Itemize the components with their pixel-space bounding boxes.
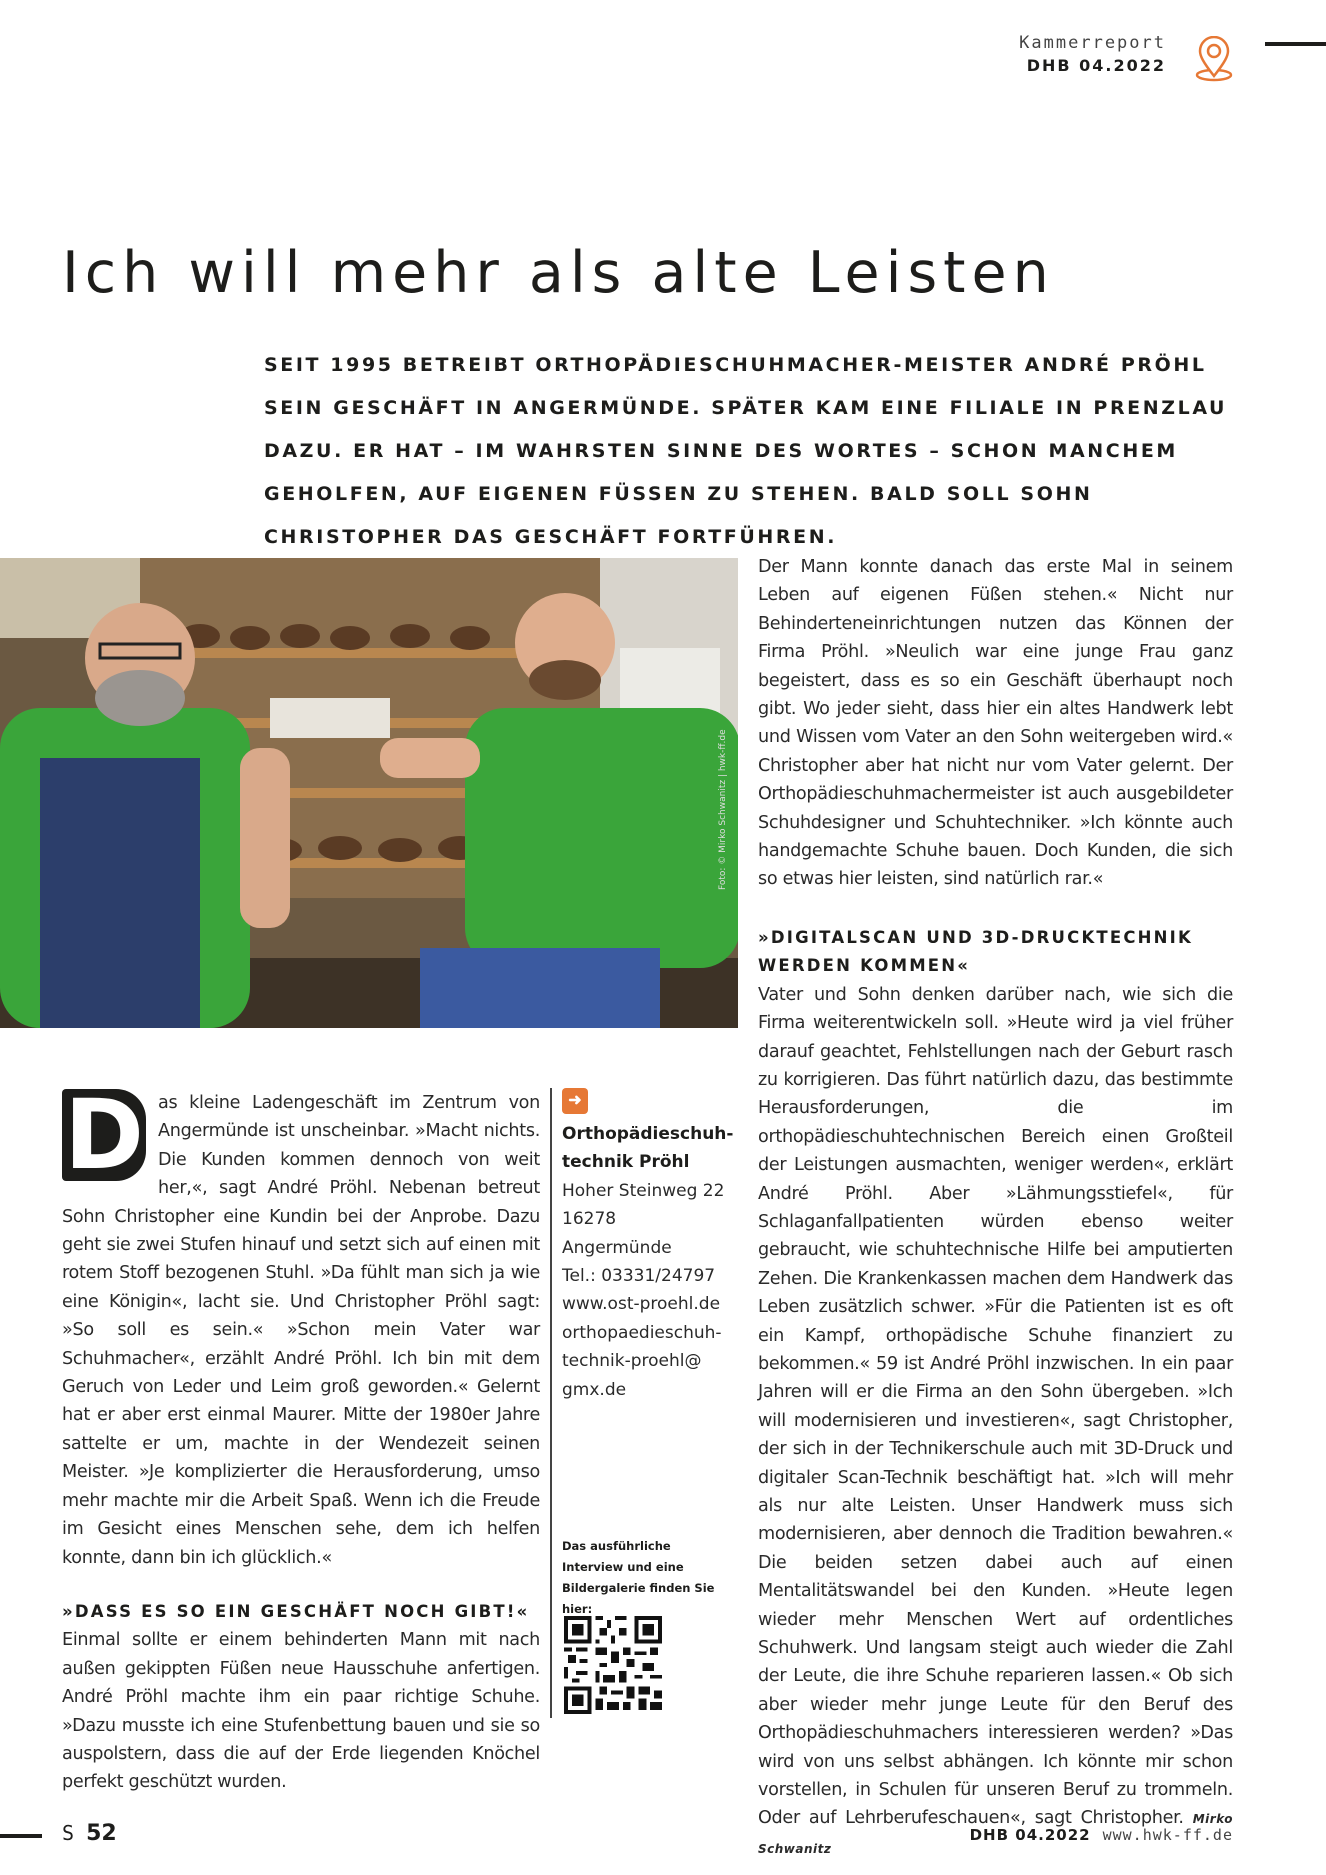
contact-sidebar	[550, 1088, 734, 1718]
page-number-value: 52	[86, 1821, 117, 1846]
paragraph	[62, 1079, 540, 1572]
issue-label: DHB 04.2022	[1026, 56, 1166, 75]
email-link[interactable]	[562, 1319, 725, 1404]
subheading: »DIGITALSCAN UND 3D-DRUCKTECHNIK WERDEN KOMMEN«	[758, 927, 1194, 976]
paragraph: Der Mann konnte danach das erste Mal in seinem Leben auf eigenen Füßen stehen.« Nicht nur Behinderteneinrichtungen nutzen das Können der Firma Pröhl. »Neulich war eine junge Frau ganz begeistert, dass es so ein Geschäft überhaupt noch gibt. Wo jeder sieht, dass hier ein altes Handwerk lebt und Wissen vom Vater an den Sohn weitergeben wird.« Christopher aber hat nicht nur vom Vater gelernt. Der Orthopädieschuhmachermeister ist auch ausgebildeter Schuhdesigner und Schuhtechniker. »Ich könnte auch handgemachte Schuhe bauen. Doch Kunden, die sich so etwas hier leisten, sind natürlich rar.«	[758, 557, 1233, 890]
qr-code[interactable]	[564, 1616, 662, 1714]
website-link[interactable]: www.ost-proehl.de	[562, 1294, 721, 1315]
subheading: »DASS ES SO EIN GESCHÄFT NOCH GIBT!«	[62, 1601, 530, 1621]
footer-info	[970, 1826, 1233, 1844]
photo-credit: Foto: © Mirko Schwanitz | hwk-ff.de	[718, 729, 728, 890]
article-photo	[0, 558, 738, 1028]
article-headline: Ich will mehr als alte Leisten	[62, 240, 1055, 306]
company-name	[562, 1120, 734, 1177]
arrow-right-icon: ➜	[562, 1088, 588, 1114]
header-rule	[1265, 42, 1326, 46]
article-column-2	[758, 553, 1233, 1863]
email-line: orthopaedieschuh-	[562, 1322, 722, 1343]
footer-rule	[0, 1834, 42, 1838]
page-header	[1019, 32, 1166, 78]
footer-url[interactable]: www.hwk-ff.de	[1102, 1826, 1233, 1844]
paragraph-text: as kleine Ladengeschäft im Zentrum von Angermünde ist unscheinbar. »Macht nichts. Die Kunden kommen dennoch von weit her,«, sagt André Pröhl. Nebenan betreut Sohn Christopher eine Kundin bei der Anprobe. Dazu geht sie zwei Stufen hinauf und setzt sich auf einen mit rotem Stoff bezogenen Stuhl. »Da fühlt man sich ja wie eine Königin«, lacht sie. Und Christopher Pröhl sagt: »So soll es sein.« »Schon mein Vater war Schuhmacher«, erzählt André Pröhl. Ich bin mit dem Geruch von Leder und Leim groß geworden.« Gelernt hat er aber erst einmal Maurer. Mitte der 1980er Jahre sattelte er um, machte in der Wendezeit seinen Meister. »Je komplizierter die Herausforderung, umso mehr machte mir die Arbeit Spaß. Wenn ich die Freude im Gesicht eines Menschen sehe, dem ich helfen konnte, dann bin ich glücklich.«	[62, 1093, 540, 1568]
section-label: Kammerreport	[1019, 33, 1166, 53]
paragraph: Einmal sollte er einem behinderten Mann mit nach außen gekippten Füßen neue Hausschuhe anfertigen. André Pröhl machte ihm ein paar richtige Schuhe. »Dazu musste ich eine Stufenbettung bauen und sie so auspolstern, dass die auf der Erde liegenden Knöchel perfekt geschützt wurden.	[62, 1630, 540, 1793]
page-prefix: S	[62, 1821, 75, 1845]
article-column-1	[62, 1079, 540, 1797]
workshop-photo-illustration	[0, 558, 738, 1028]
location-pin-icon	[1193, 36, 1235, 82]
email-line: technik-proehl@	[562, 1351, 702, 1372]
company-name-line: technik Pröhl	[562, 1152, 690, 1173]
paragraph	[758, 981, 1233, 1864]
drop-cap: D	[62, 1089, 146, 1181]
article-lead: SEIT 1995 BETREIBT ORTHOPÄDIESCHUHMACHER-MEISTER ANDRÉ PRÖHL SEIN GESCHÄFT IN ANGERMÜNDE. SPÄTER KAM EINE FILIALE IN PRENZLAU DAZU. ER HAT – IM WAHRSTEN SINNE DES WORTES – SCHON MANCHEM GEHOLFEN, AUF EIGENEN FÜSSEN ZU STEHEN. BALD SOLL SOHN CHRISTOPHER DAS GESCHÄFT FORTFÜHREN.	[264, 354, 1228, 548]
street-address: Hoher Steinweg 22	[562, 1180, 725, 1201]
author-byline: Mirko Schwanitz	[758, 1812, 1234, 1856]
page-number	[62, 1821, 117, 1846]
company-name-line: Orthopädieschuh-	[562, 1124, 734, 1144]
email-line: gmx.de	[562, 1379, 627, 1400]
phone-number: Tel.: 03331/24797	[562, 1266, 716, 1287]
footer-issue: DHB 04.2022	[969, 1826, 1091, 1844]
qr-note: Das ausführliche Interview und eine Bildergalerie finden Sie hier:	[562, 1539, 715, 1616]
city-address: 16278 Angermünde	[562, 1209, 672, 1258]
paragraph-text: Vater und Sohn denken darüber nach, wie sich die Firma weiterentwickeln soll. »Heute wird ja viel früher darauf geachtet, Fehlstellungen nach der Geburt rasch zu korrigieren. Das führt natürlich dazu, das bestimmte Herausforderungen, die im orthopädieschuhtechnischen Bereich einen Großteil der Leistungen ausmachten, weniger werden«, erklärt André Pröhl. Aber »Lähmungsstiefel«, für Schlaganfallpatienten würden ebenso weiter gebraucht, wie schuhtechnische Hilfe bei amputierten Zehen. Die Krankenkassen machen dem Handwerk das Leben zusätzlich schwer. »Für die Patienten ist es oft ein Kampf, orthopädische Schuhe finanziert zu bekommen.« 59 ist André Pröhl inzwischen. In ein paar Jahren will er die Firma an den Sohn übergeben. »Ich will modernisieren und investieren«, sagt Christopher, der sich in der Technikerschule auch mit 3D-Druck und digitaler Scan-Technik beschäftigt hat. »Ich will mehr als nur alte Leisten. Unser Handwerk muss sich modernisieren, aber dennoch die Tradition bewahren.« Die beiden setzen dabei auch auf einen Mentalitätswandel bei den Kunden. »Heute legen wieder mehr Menschen Wert auf ordentliches Schuhwerk. Und langsam steigt auch wieder die Zahl der Leute, die ihre Schuhe reparieren lassen.« Ob sich aber wieder mehr junge Leute für den Beruf des Orthopädieschuhmachers interessieren werden? »Das wird von uns selbst abhängen. Ich könnte mir schon vorstellen, in Schulen für unseren Beruf zu trommeln. Oder auf Lehrberufeschauen«, sagt Christopher.	[758, 984, 1233, 1829]
